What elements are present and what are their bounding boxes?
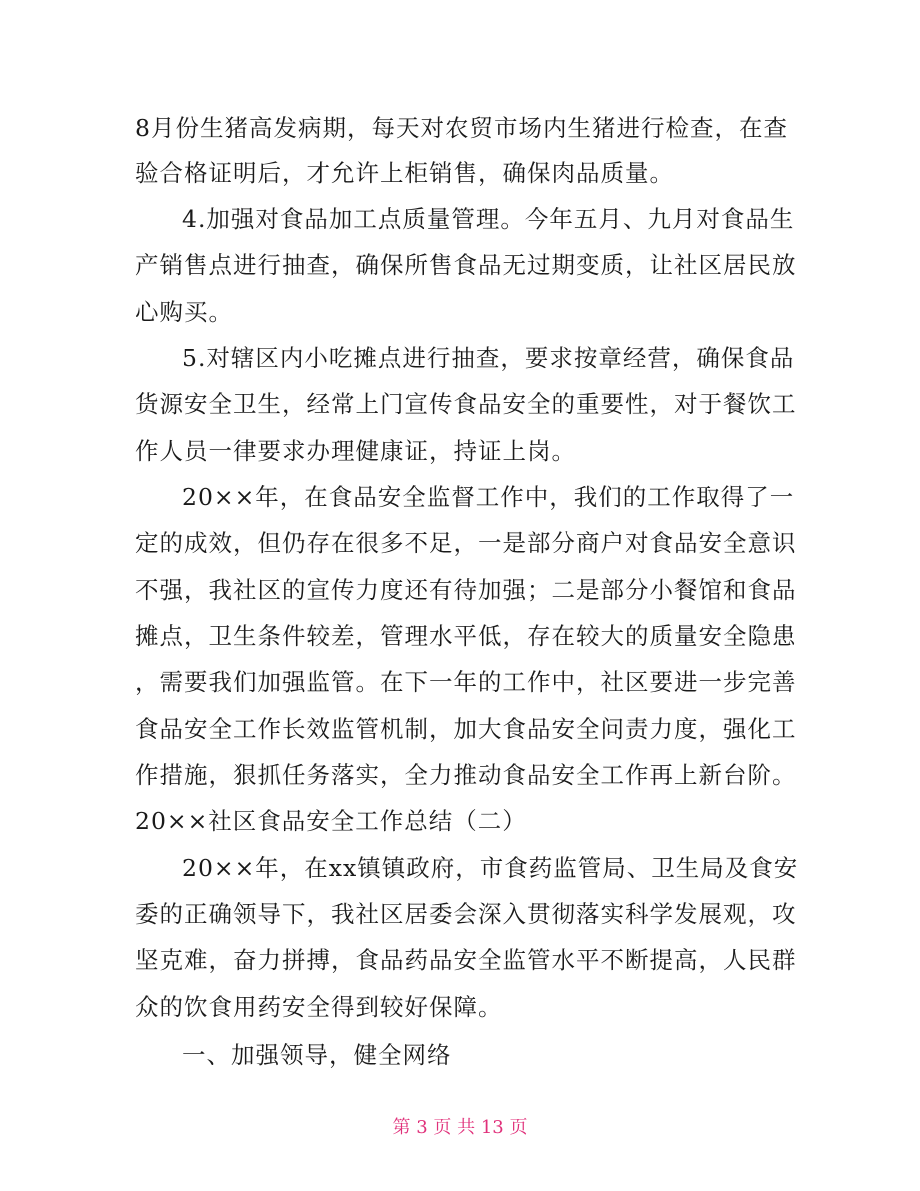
text-line: 摊点，卫生条件较差，管理水平低，存在较大的质量安全隐患: [135, 622, 797, 650]
text-line: 20××年，在食品安全监督工作中，我们的工作取得了一: [182, 483, 795, 511]
text-line: ，需要我们加强监管。在下一年的工作中，社区要进一步完善: [135, 668, 797, 696]
text-line: 产销售点进行抽查，确保所售食品无过期变质，让社区居民放: [135, 251, 797, 279]
text-line: 坚克难，奋力拼搏，食品药品安全监管水平不断提高，人民群: [135, 946, 797, 974]
subsection-heading: 一、加强领导，健全网络: [182, 1041, 452, 1069]
section-heading: 20××社区食品安全工作总结（二）: [135, 807, 527, 835]
text-line: 不强，我社区的宣传力度还有待加强；二是部分小餐馆和食品: [135, 576, 797, 604]
text-line: 委的正确领导下，我社区居委会深入贯彻落实科学发展观，攻: [135, 900, 797, 928]
text-line: 20××年，在xx镇镇政府，市食药监管局、卫生局及食安: [182, 854, 799, 882]
text-line: 心购买。: [135, 298, 233, 326]
text-line: 众的饮食用药安全得到较好保障。: [135, 993, 503, 1021]
text-line: 作措施，狠抓任务落实，全力推动食品安全工作再上新台阶。: [135, 761, 797, 789]
text-line: 8月份生猪高发病期，每天对农贸市场内生猪进行检查，在查: [135, 114, 788, 142]
text-line: 定的成效，但仍存在很多不足，一是部分商户对食品安全意识: [135, 529, 797, 557]
text-line: 验合格证明后，才允许上柜销售，确保肉品质量。: [135, 159, 674, 187]
text-line: 食品安全工作长效监管机制，加大食品安全问责力度，强化工: [135, 715, 797, 743]
text-line: 4.加强对食品加工点质量管理。今年五月、九月对食品生: [182, 205, 795, 233]
text-line: 5.对辖区内小吃摊点进行抽查，要求按章经营，确保食品: [182, 344, 795, 372]
page-number-footer: 第 3 页 共 13 页: [392, 1117, 528, 1138]
text-line: 货源安全卫生，经常上门宣传食品安全的重要性，对于餐饮工: [135, 390, 797, 418]
text-line: 作人员一律要求办理健康证，持证上岗。: [135, 437, 576, 465]
